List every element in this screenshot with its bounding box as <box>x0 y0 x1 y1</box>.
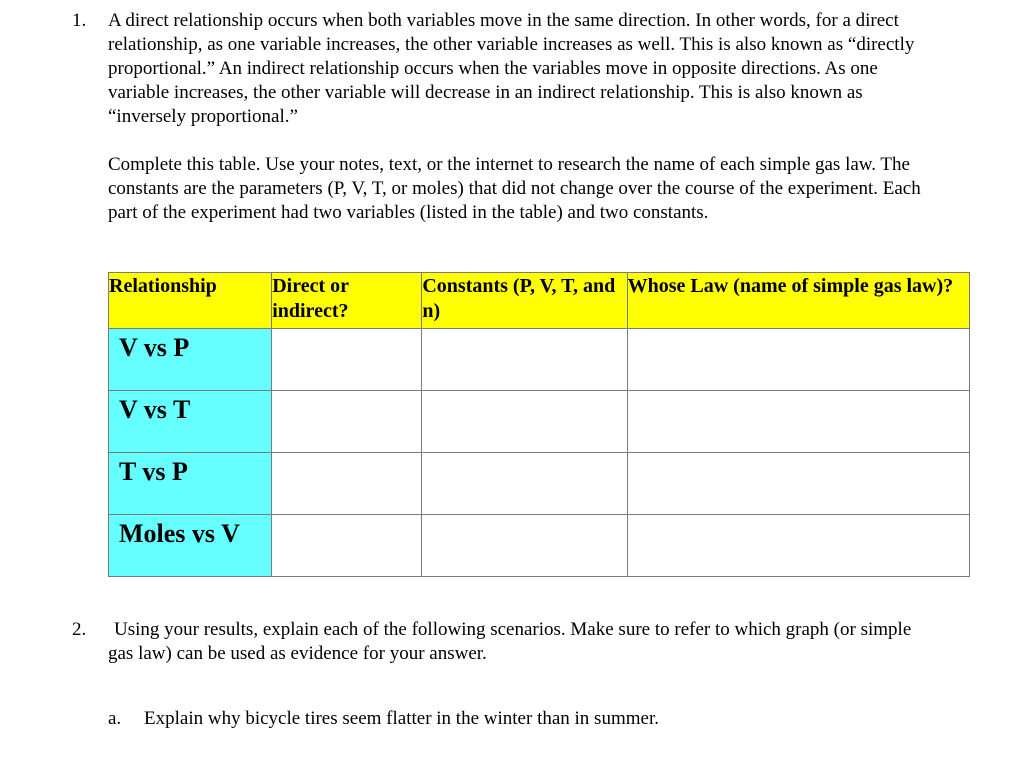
question-2-body <box>108 618 928 666</box>
question-1-instructions-paragraph: Complete this table. Use your notes, text, or the internet to research the name of each simple gas law. The constants are the parameters (P, V, T, or moles) that did not change over the course of the experiment. Each part of the experiment had two variables (listed in the table) and two constants. <box>108 154 921 223</box>
table-row <box>109 453 970 515</box>
relationship-cell: T vs P <box>109 453 272 515</box>
subquestion-a-text: Explain why bicycle tires seem flatter in the winter than in summer. <box>144 708 659 729</box>
table-row <box>109 329 970 391</box>
table-header-row <box>109 273 970 329</box>
constants-cell[interactable] <box>422 391 627 453</box>
whose-law-cell[interactable] <box>627 329 969 391</box>
constants-cell[interactable] <box>422 329 627 391</box>
direct-or-indirect-cell[interactable] <box>272 329 422 391</box>
question-1-body <box>108 9 928 225</box>
header-direct-or-indirect: Direct or indirect? <box>272 273 422 329</box>
subquestion-a-letter: a. <box>108 708 122 729</box>
table-row <box>109 515 970 577</box>
question-1-number: 1. <box>72 10 87 31</box>
relationship-cell: Moles vs V <box>109 515 272 577</box>
gas-law-table <box>108 272 970 577</box>
direct-or-indirect-cell[interactable] <box>272 515 422 577</box>
whose-law-cell[interactable] <box>627 515 969 577</box>
relationship-cell: V vs P <box>109 329 272 391</box>
direct-or-indirect-cell[interactable] <box>272 453 422 515</box>
table-row <box>109 391 970 453</box>
direct-or-indirect-cell[interactable] <box>272 391 422 453</box>
relationship-cell: V vs T <box>109 391 272 453</box>
question-1-intro-paragraph: A direct relationship occurs when both variables move in the same direction. In other words, for a direct relationship, as one variable increases, the other variable increases as well. This is also known as “directly proportional.” An indirect relationship occurs when the variables move in opposite directions. As one variable increases, the other variable will decrease in an indirect relationship. This is also known as “inversely proportional.” <box>108 10 915 127</box>
whose-law-cell[interactable] <box>627 453 969 515</box>
header-relationship: Relationship <box>109 273 272 329</box>
header-constants: Constants (P, V, T, and n) <box>422 273 627 329</box>
question-2-number: 2. <box>72 619 87 640</box>
constants-cell[interactable] <box>422 515 627 577</box>
constants-cell[interactable] <box>422 453 627 515</box>
header-whose-law: Whose Law (name of simple gas law)? <box>627 273 969 329</box>
question-2-text: Using your results, explain each of the following scenarios. Make sure to refer to which graph (or simple gas law) can be used as evidence for your answer. <box>108 619 912 664</box>
whose-law-cell[interactable] <box>627 391 969 453</box>
